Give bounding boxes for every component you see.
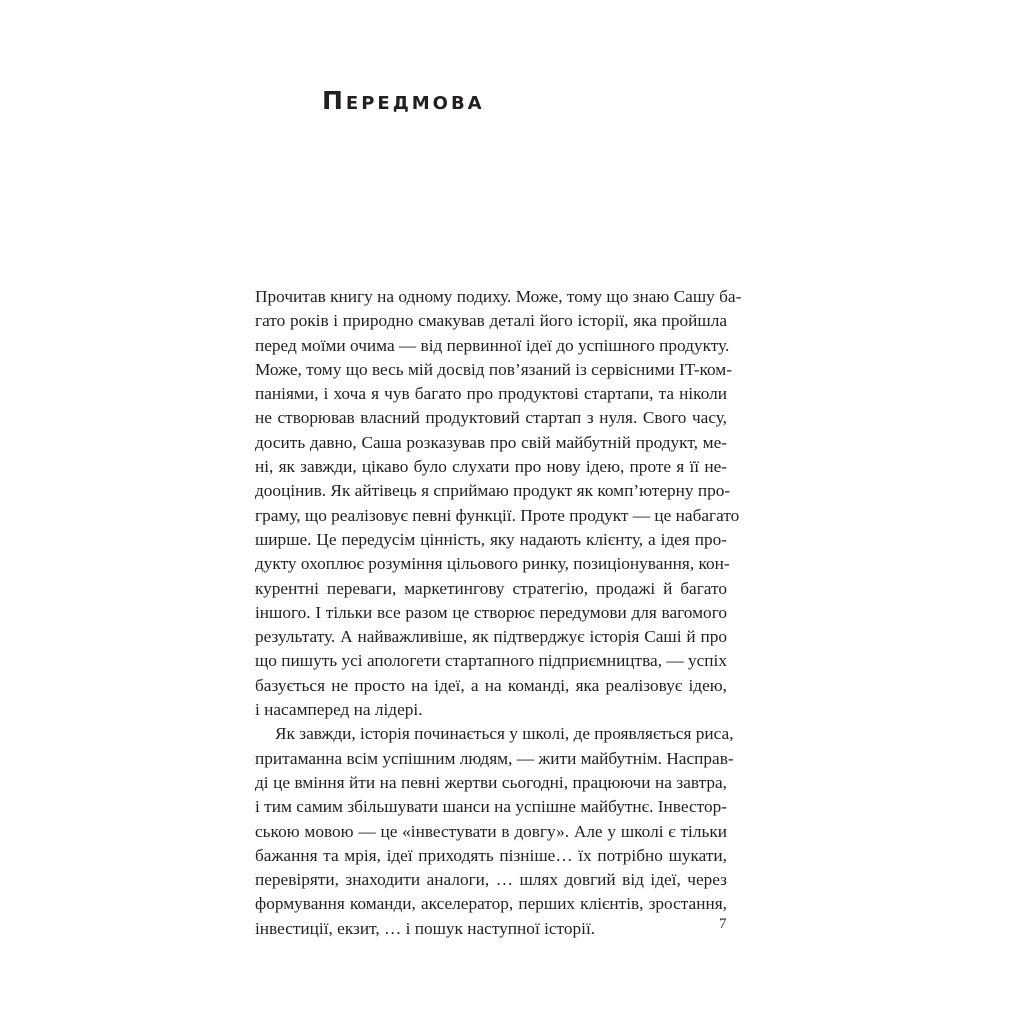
text-line: перед моїми очима — від первинної ідеї до успішного продукту. <box>255 335 730 355</box>
text-line: дооцінив. Як айтівець я сприймаю продукт як комп’ютерну про- <box>255 481 731 501</box>
text-line: не створював власний продуктовий стартап з нуля. Свого часу, <box>255 408 727 428</box>
text-line: ширше. Це передусім цінність, яку надають клієнту, а ідея про- <box>255 529 727 549</box>
text-line: і тим самим збільшувати шанси на успішне майбутнє. Інвестор- <box>255 797 727 817</box>
text-line: що пишуть усі апологети стартапного підприємництва, — успіх <box>255 651 727 671</box>
text-line: формування команди, акселератор, перших клієнтів, зростання, <box>255 894 727 914</box>
text-line: дукту охоплює розуміння цільового ринку, позиціонування, кон- <box>255 554 730 574</box>
text-line: паніями, і хоча я чув багато про продуктові стартапи, та ніколи <box>255 384 727 404</box>
text-line: ні, як завжди, цікаво було слухати про нову ідею, проте я її не- <box>255 457 727 477</box>
text-line: граму, що реалізовує певні функції. Проте продукт — це набагато <box>255 505 740 525</box>
text-line: базується не просто на ідеї, а на команді, яка реалізовує ідею, <box>255 675 727 695</box>
text-line: ською мовою — це «інвестувати в довгу». Але у школі є тільки <box>255 821 727 841</box>
text-line: результату. А найважливіше, як підтверджує історія Саші й про <box>255 627 727 647</box>
text-line: курентні переваги, маркетингову стратегію, продажі й багато <box>255 578 727 598</box>
page-number: 7 <box>719 916 727 932</box>
text-line: інвестиції, екзит, … і пошук наступної історії. <box>255 918 596 938</box>
text-line: Може, тому що весь мій досвід пов’язаний із сервісними IT-ком- <box>255 359 732 379</box>
text-line: бажання та мрія, ідеї приходять пізніше… їх потрібно шукати, <box>255 845 727 865</box>
text-line: ді це вміння йти на певні жертви сьогодні, працюючи на завтра, <box>255 772 727 792</box>
text-line: перевіряти, знаходити аналоги, … шлях довгий від ідеї, через <box>255 870 727 890</box>
text-line: досить давно, Саша розказував про свій майбутній продукт, ме- <box>255 432 727 452</box>
text-line: іншого. І тільки все разом це створює передумови для вагомого <box>255 602 727 622</box>
text-line: гато років і природно смакував деталі його історії, яка пройшла <box>255 311 727 331</box>
text-line: Прочитав книгу на одному подиху. Може, тому що знаю Сашу ба- <box>255 287 742 306</box>
text-line: і насамперед на лідері. <box>255 700 423 720</box>
body-text <box>255 285 742 941</box>
text-line: притаманна всім успішним людям, — жити майбутнім. Насправ- <box>255 748 734 768</box>
text-line: Як завжди, історія починається у школі, де проявляється риса, <box>275 724 734 744</box>
chapter-title: Передмова <box>322 86 485 115</box>
